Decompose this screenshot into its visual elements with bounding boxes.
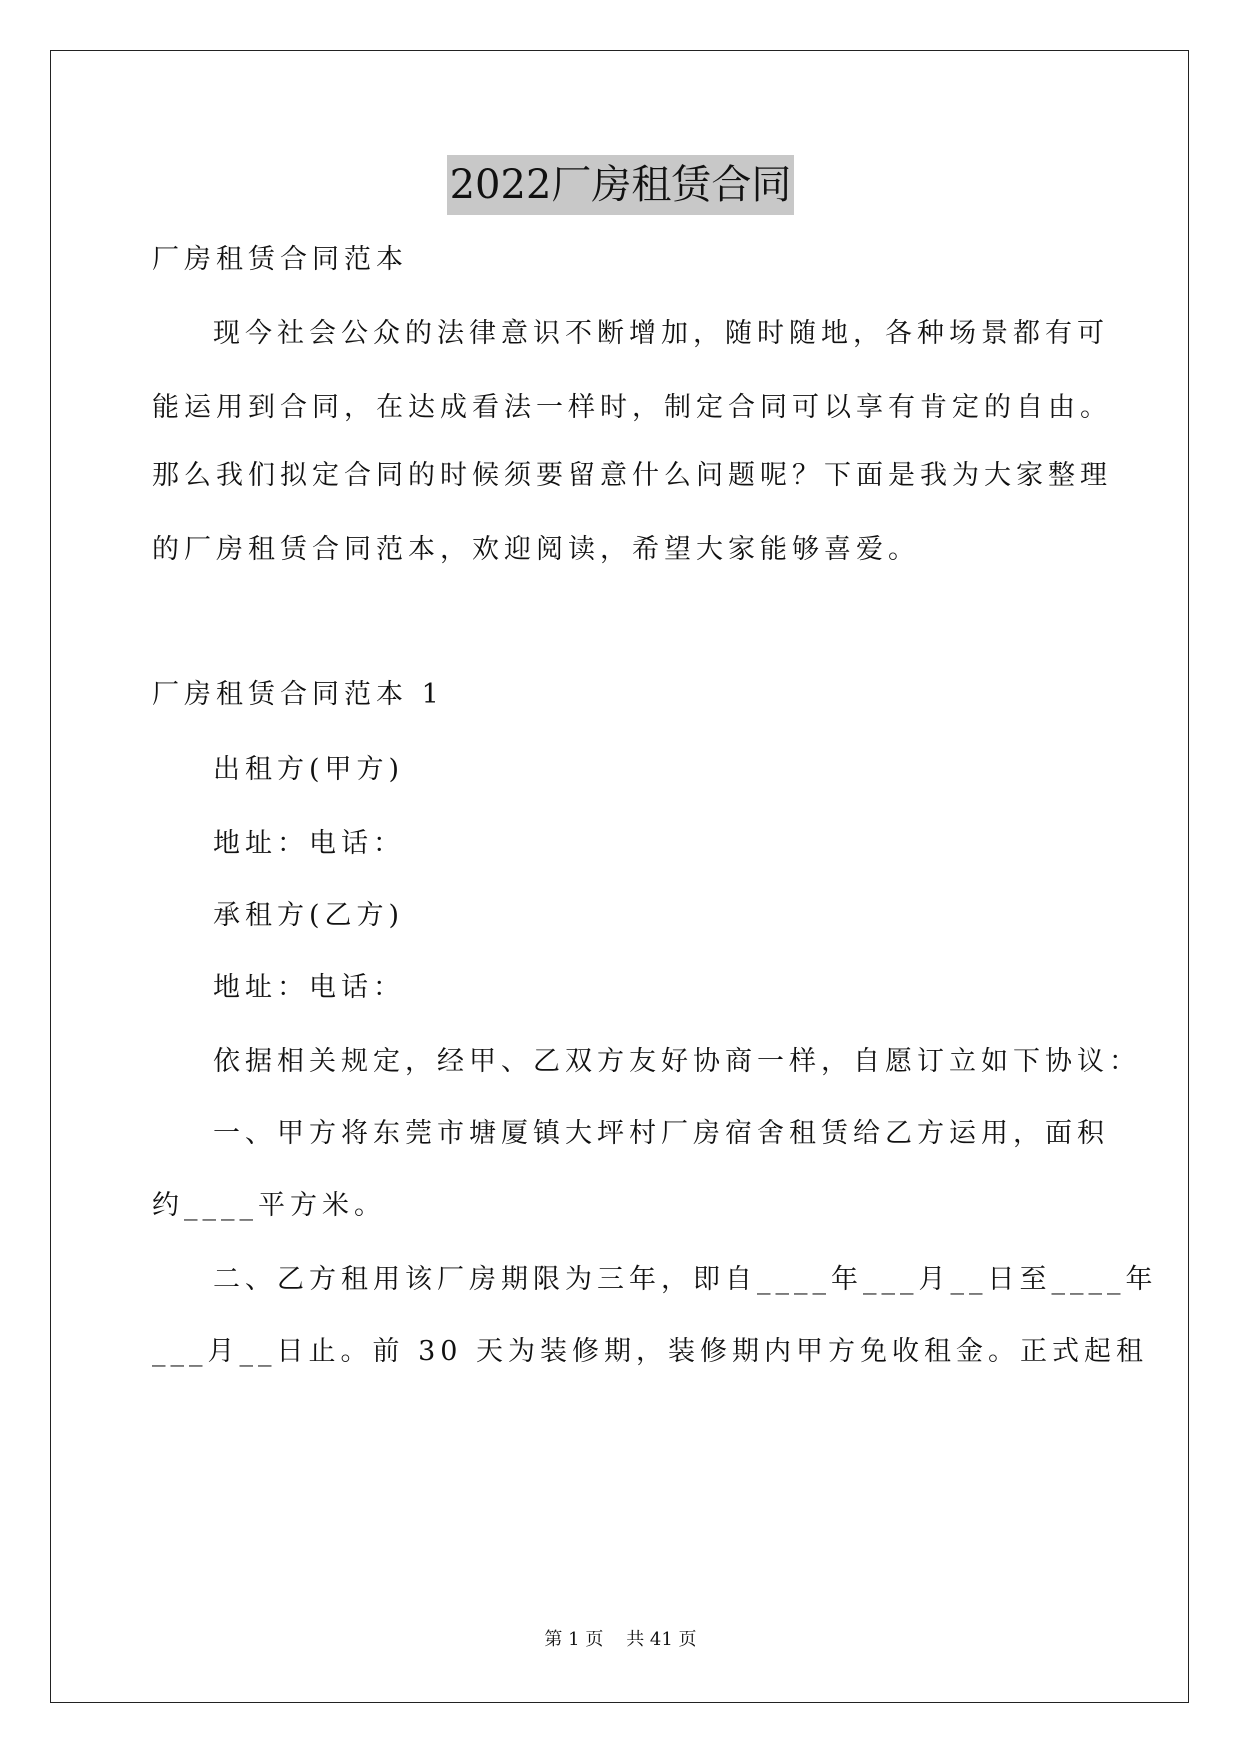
clause-2-line: 二、乙方租用该厂房期限为三年，即自____年___月__日至____年 <box>213 1264 1158 1295</box>
page-border <box>50 50 1189 1703</box>
document-title: 2022厂房租赁合同 <box>447 155 795 215</box>
intro-line: 的厂房租赁合同范本，欢迎阅读，希望大家能够喜爱。 <box>152 534 920 565</box>
lessee-contact: 地址：电话： <box>213 972 405 1003</box>
intro-line: 现今社会公众的法律意识不断增加，随时随地，各种场景都有可 <box>213 318 1109 349</box>
subtitle: 厂房租赁合同范本 <box>152 244 408 275</box>
intro-line: 能运用到合同，在达成看法一样时，制定合同可以享有肯定的自由。 <box>152 392 1112 423</box>
clause-1-line: 约____平方米。 <box>152 1190 386 1221</box>
title-container <box>0 155 1241 215</box>
page-number-footer: 第 1 页 共 41 页 <box>544 1629 697 1650</box>
lessee-label: 承租方(乙方) <box>213 900 405 931</box>
lessor-contact: 地址：电话： <box>213 828 405 859</box>
intro-line: 那么我们拟定合同的时候须要留意什么问题呢？下面是我为大家整理 <box>152 460 1112 491</box>
clause-1-line: 一、甲方将东莞市塘厦镇大坪村厂房宿舍租赁给乙方运用，面积 <box>213 1118 1109 1149</box>
clause-2-line: ___月__日止。前 30 天为装修期，装修期内甲方免收租金。正式起租 <box>152 1336 1149 1367</box>
lessor-label: 出租方(甲方) <box>213 754 405 785</box>
section-heading: 厂房租赁合同范本 1 <box>152 679 444 710</box>
agreement-intro: 依据相关规定，经甲、乙双方友好协商一样，自愿订立如下协议： <box>213 1046 1141 1077</box>
